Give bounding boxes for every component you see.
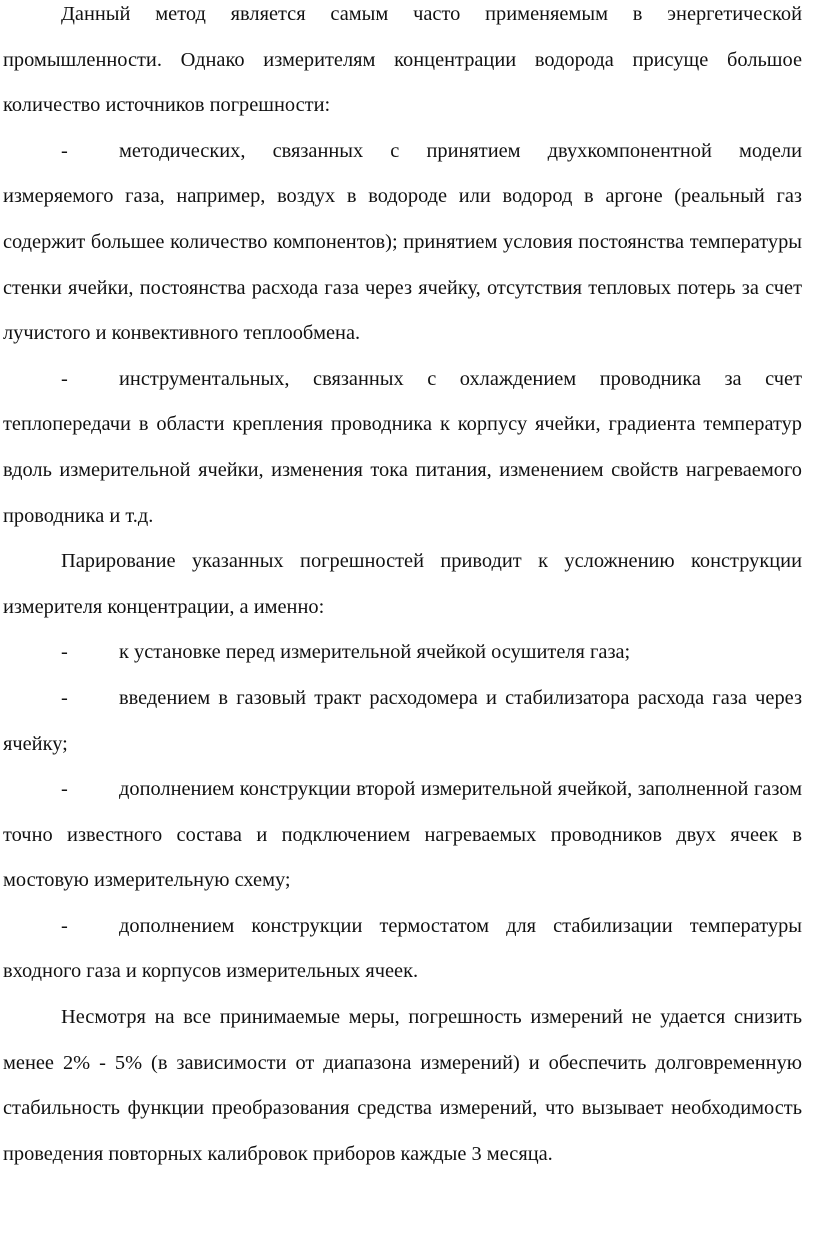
list-item-dryer [3, 630, 802, 676]
list-item-flowmeter [3, 676, 802, 767]
list-item-text: инструментальных, связанных с охлаждением проводника за счет теплопередачи в области крепления проводника к корпусу ячейки, градиента температур вдоль измерительной ячейки, изменения тока питания, изменением свойств нагреваемого проводника и т.д. [3, 367, 802, 527]
list-item-text: к установке перед измерительной ячейкой осушителя газа; [119, 641, 631, 664]
list-dash: - [61, 778, 68, 801]
list-item-text: дополнением конструкции термостатом для стабилизации температуры входного газа и корпусов измерительных ячеек. [3, 914, 802, 983]
paragraph-conclusion [3, 995, 802, 1177]
paragraph-parrying [3, 539, 802, 630]
list-item-methodical [3, 129, 802, 357]
list-dash: - [61, 686, 68, 709]
list-item-text: дополнением конструкции второй измерительной ячейкой, заполненной газом точно известного состава и подключением нагреваемых проводников двух ячеек в мостовую измерительную схему; [3, 778, 802, 892]
list-dash: - [61, 914, 68, 937]
list-item-thermostat [3, 904, 802, 995]
paragraph-text: Данный метод является самым часто применяемым в энергетической промышленности. Однако измерителям концентрации водорода присуще большое количество источников погрешности: [3, 3, 802, 117]
list-dash: - [61, 367, 68, 390]
paragraph-intro [3, 0, 802, 129]
list-item-text: введением в газовый тракт расходомера и стабилизатора расхода газа через ячейку; [3, 686, 802, 755]
list-dash: - [61, 641, 68, 664]
paragraph-text: Несмотря на все принимаемые меры, погрешность измерений не удается снизить менее 2% - 5% (в зависимости от диапазона измерений) и обеспечить долговременную стабильность функции преобразования средства измерений, что вызывает необходимость проведения повторных калибровок приборов каждые 3 месяца. [3, 1006, 802, 1165]
list-item-second-cell [3, 767, 802, 904]
list-item-text: методических, связанных с принятием двухкомпонентной модели измеряемого газа, например, воздух в водороде или водород в аргоне (реальный газ содержит большее количество компонентов); принятием условия постоянства температуры стенки ячейки, постоянства расхода газа через ячейку, отсутствия тепловых потерь за счет лучистого и конвективного теплообмена. [3, 139, 802, 345]
list-item-instrumental [3, 357, 802, 539]
list-dash: - [61, 139, 68, 162]
paragraph-text: Парирование указанных погрешностей приводит к усложнению конструкции измерителя концентрации, а именно: [3, 550, 802, 618]
